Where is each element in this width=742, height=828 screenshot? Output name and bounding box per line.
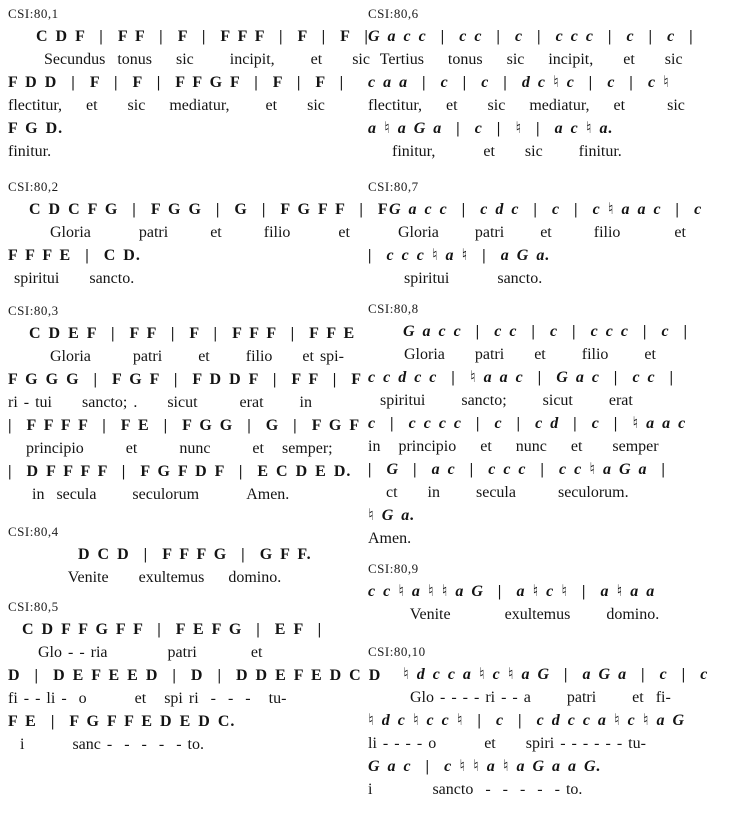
note-line: c c ♮ a ♮ ♮ a G | a ♮ c ♮ | a ♮ a a bbox=[368, 583, 656, 600]
lyric-line: finitur, et sic finitur. bbox=[368, 143, 622, 160]
block-label: CSI:80,5 bbox=[8, 599, 59, 614]
notation-block-csi-80-3 bbox=[8, 303, 374, 506]
notation-block-csi-80-5 bbox=[8, 599, 382, 756]
note-line: a ♮ a G a | c | ♮ | a c ♮ a. bbox=[368, 120, 614, 137]
note-line: F E | F G F F E D E D C. bbox=[8, 713, 236, 730]
note-line: F D D | F | F | F F G F | F | F | bbox=[8, 74, 345, 91]
note-line: F G D. bbox=[8, 120, 64, 137]
notation-block-csi-80-8 bbox=[368, 301, 734, 550]
notation-block-csi-80-6 bbox=[368, 6, 734, 163]
note-line: C D F | F F | F | F F F | F | F | bbox=[8, 28, 369, 45]
notation-block-csi-80-9 bbox=[368, 561, 734, 626]
lyric-line: Tertius tonus sic incipit, et sic bbox=[368, 51, 683, 68]
block-label: CSI:80,2 bbox=[8, 179, 59, 194]
notation-block-csi-80-4 bbox=[8, 524, 374, 589]
lyric-line: in principio et nunc et semper bbox=[368, 438, 659, 455]
notation-block-csi-80-1 bbox=[8, 6, 374, 163]
note-line: D C D | F F F G | G F F. bbox=[8, 546, 312, 563]
note-line: C D E F | F F | F | F F F | F F E bbox=[8, 325, 356, 342]
block-label: CSI:80,7 bbox=[368, 179, 419, 194]
lyric-line: spiritui sancto. bbox=[8, 270, 135, 287]
lyric-line: Gloria patri et filio et bbox=[368, 346, 656, 363]
note-line: C D F F G F F | F E F G | E F | bbox=[8, 621, 323, 638]
note-line: c a a | c | c | d c ♮ c | c | c ♮ bbox=[368, 74, 670, 91]
block-label: CSI:80,8 bbox=[368, 301, 419, 316]
block-label: CSI:80,9 bbox=[368, 561, 419, 576]
note-line: G a c c | c c | c | c c c | c | c | bbox=[368, 28, 694, 45]
lyric-line: spiritui sancto. bbox=[368, 270, 543, 287]
note-line: C D C F G | F G G | G | F G F F | F bbox=[8, 201, 389, 218]
lyric-line: Venite exultemus domino. bbox=[8, 569, 282, 586]
note-line: F F F E | C D. bbox=[8, 247, 141, 264]
note-line: G a c c | c d c | c | c ♮ a a c | c bbox=[368, 201, 703, 218]
lyric-line: Secundus tonus sic incipit, et sic bbox=[8, 51, 370, 68]
lyric-line: i sancto - - - - - to. bbox=[368, 781, 583, 798]
lyric-line: flectitur, et sic mediatur, et sic bbox=[368, 97, 685, 114]
block-label: CSI:80,3 bbox=[8, 303, 59, 318]
note-line: c | c c c c | c | c d | c | ♮ a a c bbox=[368, 415, 687, 432]
note-line: D | D E F E E D | D | D D E F E D C D bbox=[8, 667, 382, 684]
lyric-line: finitur. bbox=[8, 143, 52, 160]
lyric-line: fi - - li - o et spi ri - - - tu- bbox=[8, 690, 287, 707]
note-line: | c c c ♮ a ♮ | a G a. bbox=[368, 247, 551, 264]
note-line: | G | a c | c c c | c c ♮ a G a | bbox=[368, 461, 667, 478]
lyric-line: li - - - - o et spiri - - - - - - tu- bbox=[368, 735, 646, 752]
lyric-line: Gloria patri et filio et bbox=[368, 224, 686, 241]
notation-block-csi-80-10 bbox=[368, 644, 734, 801]
notation-block-csi-80-7 bbox=[368, 179, 734, 290]
lyric-line: in secula seculorum Amen. bbox=[8, 486, 290, 503]
lyric-line: Gloria patri et filio et bbox=[8, 224, 350, 241]
block-label: CSI:80,6 bbox=[368, 6, 419, 21]
lyric-line: Glo - - - - ri - - a patri et fi- bbox=[368, 689, 671, 706]
note-line: | D F F F F | F G F D F | E C D E D. bbox=[8, 463, 352, 480]
notation-block-csi-80-2 bbox=[8, 179, 389, 290]
lyric-line: Amen. bbox=[368, 530, 412, 547]
note-line: G a c c | c c | c | c c c | c | bbox=[368, 323, 689, 340]
lyric-line: Glo - - ria patri et bbox=[8, 644, 263, 661]
lyric-line: ri - tui sancto; . sicut erat in bbox=[8, 394, 312, 411]
lyric-line: i sanc - - - - - to. bbox=[8, 736, 204, 753]
note-line: | F F F F | F E | F G G | G | F G F bbox=[8, 417, 361, 434]
block-label: CSI:80,10 bbox=[368, 644, 426, 659]
note-line: c c d c c | ♮ a a c | G a c | c c | bbox=[368, 369, 675, 386]
block-label: CSI:80,1 bbox=[8, 6, 59, 21]
note-line: G a c | c ♮ ♮ a ♮ a G a a G. bbox=[368, 758, 602, 775]
note-line: ♮ d c ♮ c c ♮ | c | c d c c a ♮ c ♮ a G bbox=[368, 712, 686, 729]
lyric-line: principio et nunc et semper; bbox=[8, 440, 333, 457]
lyric-line: spiritui sancto; sicut erat bbox=[368, 392, 633, 409]
note-line: ♮ G a. bbox=[368, 507, 416, 524]
lyric-line: Venite exultemus domino. bbox=[368, 606, 660, 623]
block-label: CSI:80,4 bbox=[8, 524, 59, 539]
note-line: F G G G | F G F | F D D F | F F | F bbox=[8, 371, 363, 388]
lyric-line: ct in secula seculorum. bbox=[368, 484, 629, 501]
note-line: ♮ d c c a ♮ c ♮ a G | a G a | c | c bbox=[368, 666, 709, 683]
lyric-line: Gloria patri et filio et spi- bbox=[8, 348, 344, 365]
lyric-line: flectitur, et sic mediatur, et sic bbox=[8, 97, 325, 114]
